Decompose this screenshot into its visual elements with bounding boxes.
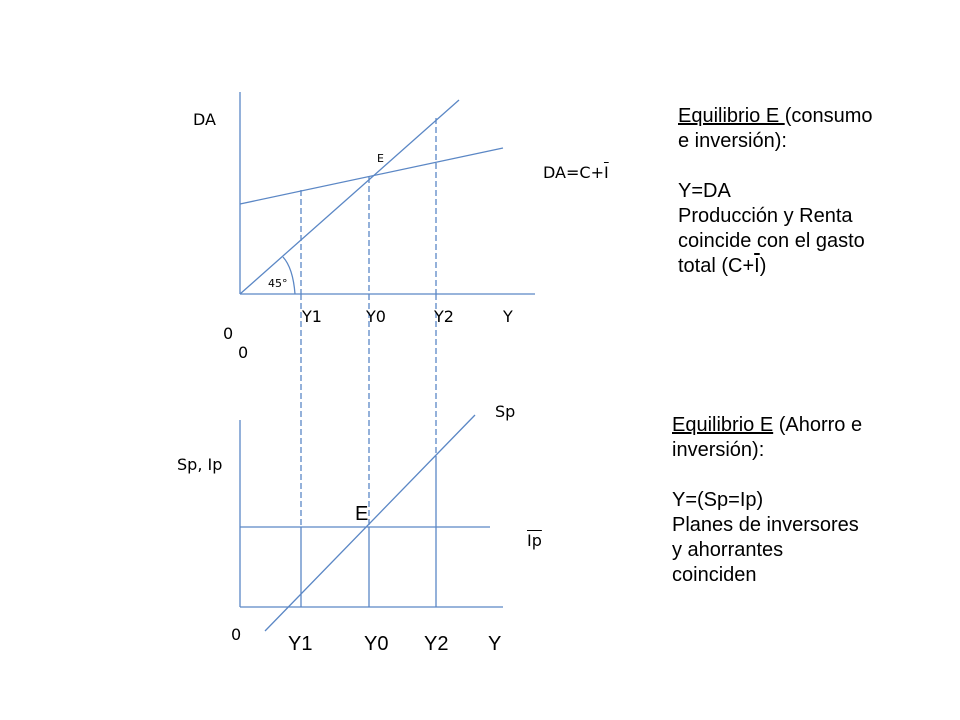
bottom-equilibrium-point-label: E xyxy=(355,503,369,525)
top-explanation-title-underlined: Equilibrio E xyxy=(678,105,785,127)
top-explanation-desc-1: Producción y Renta xyxy=(678,205,853,227)
bottom-x-label-y1: Y1 xyxy=(288,633,313,655)
investment-line-label: $\overline{Ip}$ xyxy=(527,531,542,550)
top-x-label-y0: Y0 xyxy=(366,307,386,326)
top-y-axis-label: DA xyxy=(193,110,216,129)
bottom-x-label-y: Y xyxy=(488,633,502,655)
top-explanation-desc-3-suffix: ) xyxy=(759,255,767,277)
top-explanation-desc-3-investment: $\overline{I}$ xyxy=(754,255,760,277)
bottom-y-axis-label: Sp, Ip xyxy=(177,455,223,474)
top-origin-label: 0 xyxy=(223,324,234,343)
top-explanation-desc-3-prefix: total (C+ xyxy=(678,255,755,277)
top-origin-label-2: 0 xyxy=(238,343,249,362)
top-explanation-equation: Y=DA xyxy=(678,180,731,202)
saving-line xyxy=(265,415,475,631)
demand-curve-label xyxy=(543,163,609,182)
saving-line-label: Sp xyxy=(495,402,516,421)
bottom-explanation-desc-1: Planes de inversores xyxy=(672,514,859,536)
bottom-graph xyxy=(240,415,503,631)
top-explanation-desc-3 xyxy=(678,254,873,279)
top-explanation xyxy=(678,104,873,279)
top-explanation-title-line-2: e inversión): xyxy=(678,130,787,152)
top-graph xyxy=(240,92,535,294)
bottom-explanation-title-underlined: Equilibrio E xyxy=(672,414,774,436)
demand-curve-label-investment: $\overline{I}$ xyxy=(603,163,609,182)
bottom-explanation xyxy=(672,413,862,588)
top-explanation-title xyxy=(678,104,873,129)
bottom-explanation-title xyxy=(672,413,862,438)
angle-label: 45° xyxy=(268,277,288,290)
top-equilibrium-point-label: E xyxy=(377,152,384,165)
top-demand-line xyxy=(240,148,503,204)
top-x-label-y1: Y1 xyxy=(302,307,322,326)
top-explanation-desc-2: coincide con el gasto xyxy=(678,230,865,252)
connector-lines xyxy=(301,294,436,527)
bottom-explanation-equation: Y=(Sp=Ip) xyxy=(672,489,764,511)
top-x-label-y2: Y2 xyxy=(434,307,454,326)
bottom-x-label-y0: Y0 xyxy=(364,633,389,655)
bottom-x-label-y2: Y2 xyxy=(424,633,449,655)
top-explanation-title-rest: (consumo xyxy=(784,105,873,127)
demand-curve-label-prefix: DA=C+ xyxy=(543,163,604,182)
bottom-explanation-title-line-2: inversión): xyxy=(672,439,765,461)
bottom-origin-label: 0 xyxy=(231,625,242,644)
bottom-explanation-title-rest: (Ahorro e xyxy=(773,414,863,436)
top-x-label-y: Y xyxy=(503,307,513,326)
bottom-explanation-desc-2: y ahorrantes xyxy=(672,539,784,561)
bottom-explanation-desc-3: coinciden xyxy=(672,564,757,586)
